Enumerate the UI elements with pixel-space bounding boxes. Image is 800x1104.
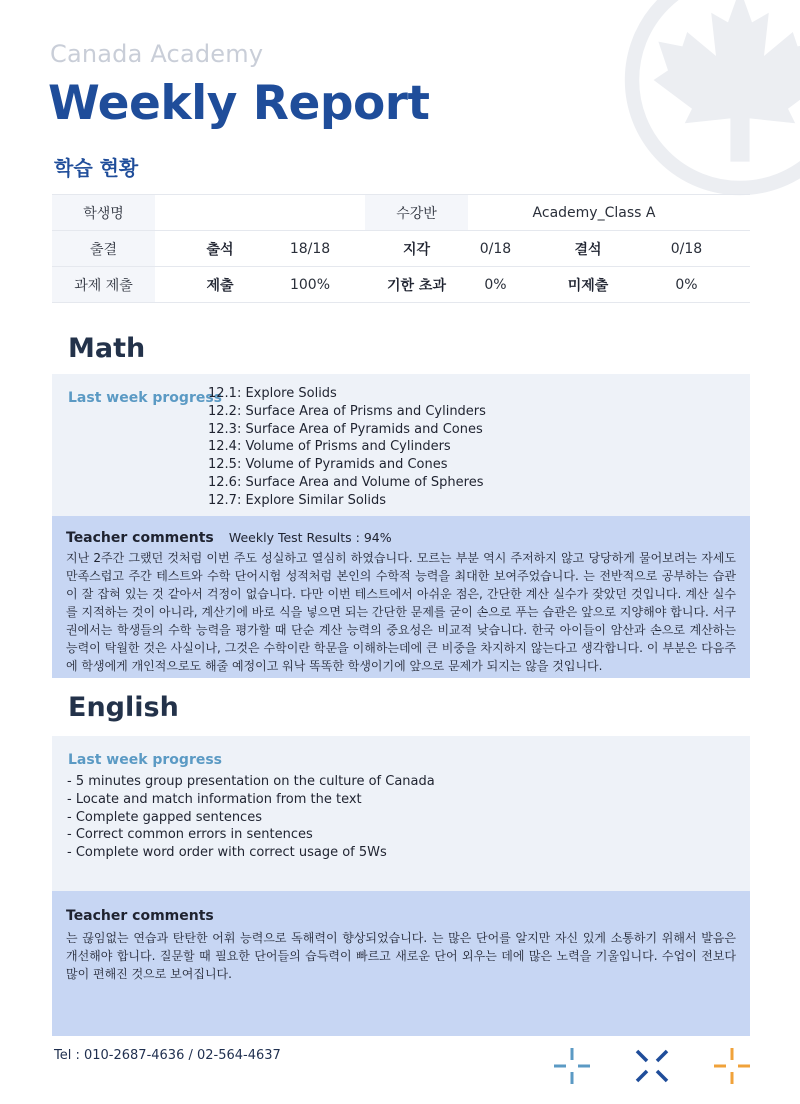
submitted-value: 100% bbox=[255, 267, 365, 303]
late-value: 0/18 bbox=[468, 231, 523, 267]
math-comments-text: 지난 2주간 그랬던 것처럼 이번 주도 성실하고 열심히 하였습니다. 모르는 부분 역시 주저하지 않고 당당하게 물어보려는 자세도 만족스럽고 주간 테스트와 수학 단어시험 성적처럼 본인의 수학적 능력을 최대한 보여주었습니다. 는 전반적으로 공부하는 습관이 잘 잡혀 있는 것 같아서 걱정이 없습니다. 다만 이번 테스트에서 아쉬운 점은, 간단한 계산 실수가 잦았던 것입니다. 계산 실수를 지적하는 것이 아니라, 계산기에 바로 식을 넣으면 되는 간단한 문제를 굳이 손으로 푸는 습관은 앞으로 지양해야 합니다. 서구권에서는 학생들의 수학 능력을 평가할 때 단순 계산 능력의 중요성은 비교적 낮습니다. 한국 아이들이 암산과 손으로 계산하는 능력이 탁월한 것은 사실이나, 그것은 수학이란 학문을 이해하는데에 큰 비중을 차지하지 않는다고 생각합니다. 이 부분은 다음주에 학생에게 개인적으로도 해줄 예정이고 워낙 똑똑한 학생이기에 앞으로 문제가 되지는 않을 것입니다. bbox=[66, 551, 736, 673]
math-test-results: Weekly Test Results : 94% bbox=[228, 530, 392, 545]
absent-value: 0/18 bbox=[623, 231, 750, 267]
missing-label: 미제출 bbox=[553, 267, 623, 303]
english-title: English bbox=[68, 692, 179, 723]
class-label: 수강반 bbox=[365, 195, 468, 231]
student-label: 학생명 bbox=[52, 195, 155, 231]
late-label: 지각 bbox=[365, 231, 468, 267]
progress-item: 12.5: Volume of Pyramids and Cones bbox=[208, 457, 448, 473]
english-comments-text: 는 끊임없는 연습과 탄탄한 어휘 능력으로 독해력이 향상되었습니다. 는 많은 단어를 알지만 자신 있게 소통하기 위해서 발음은 개선해야 합니다. 질문할 때 필요한 단어들의 습득력이 빠르고 새로운 단어 외우는 데에 많은 노력을 기울입니다. 수업이 전보다 많이 편해진 것으로 보여집니다. bbox=[66, 931, 736, 981]
math-title: Math bbox=[68, 333, 146, 364]
math-comments-label: Teacher comments bbox=[66, 530, 214, 546]
english-progress-list bbox=[67, 773, 435, 862]
attendance-label: 출결 bbox=[52, 231, 155, 267]
status-table bbox=[52, 194, 750, 303]
orange-cross-icon bbox=[712, 1046, 752, 1086]
progress-item: 12.2: Surface Area of Prisms and Cylinders bbox=[208, 403, 486, 419]
status-row-attendance bbox=[52, 231, 750, 267]
brand-name: Canada Academy bbox=[50, 40, 264, 68]
english-progress-panel bbox=[52, 736, 750, 891]
section-heading: 학습 현황 bbox=[54, 156, 139, 180]
progress-item: - Complete word order with correct usage of 5Ws bbox=[67, 845, 387, 861]
progress-item: 12.3: Surface Area of Pyramids and Cones bbox=[208, 421, 483, 437]
progress-item: 12.1: Explore Solids bbox=[208, 386, 337, 401]
progress-item: - Correct common errors in sentences bbox=[67, 827, 313, 843]
progress-item: 12.7: Explore Similar Solids bbox=[208, 492, 387, 508]
maple-leaf-watermark-icon bbox=[620, 0, 800, 200]
submitted-label: 제출 bbox=[185, 267, 255, 303]
page-title: Weekly Report bbox=[48, 76, 430, 131]
blue-x-icon bbox=[632, 1046, 672, 1086]
english-progress-label: Last week progress bbox=[68, 752, 223, 768]
english-comments-panel bbox=[52, 891, 750, 1036]
overdue-value: 0% bbox=[468, 267, 523, 303]
status-row-student bbox=[52, 195, 750, 231]
progress-item: - Locate and match information from the text bbox=[67, 791, 362, 807]
present-value: 18/18 bbox=[255, 231, 365, 267]
progress-item: - Complete gapped sentences bbox=[67, 809, 262, 825]
progress-item: 12.6: Surface Area and Volume of Spheres bbox=[208, 474, 484, 490]
footer-contact: Tel : 010-2687-4636 / 02-564-4637 bbox=[54, 1048, 281, 1063]
math-progress-list bbox=[208, 385, 486, 510]
progress-item: 12.4: Volume of Prisms and Cylinders bbox=[208, 439, 451, 455]
math-comments-panel bbox=[52, 516, 750, 678]
absent-label: 결석 bbox=[553, 231, 623, 267]
math-progress-label: Last week progress bbox=[68, 390, 223, 406]
missing-value: 0% bbox=[623, 267, 750, 303]
teal-cross-icon bbox=[552, 1046, 592, 1086]
overdue-label: 기한 초과 bbox=[365, 267, 468, 303]
progress-item: - 5 minutes group presentation on the culture of Canada bbox=[67, 774, 435, 789]
present-label: 출석 bbox=[185, 231, 255, 267]
math-progress-panel bbox=[52, 374, 750, 516]
homework-label: 과제 제출 bbox=[52, 267, 155, 303]
english-comments-label: Teacher comments bbox=[66, 908, 214, 924]
status-row-homework bbox=[52, 267, 750, 303]
class-value: Academy_Class A bbox=[468, 195, 750, 231]
student-value bbox=[155, 195, 365, 231]
